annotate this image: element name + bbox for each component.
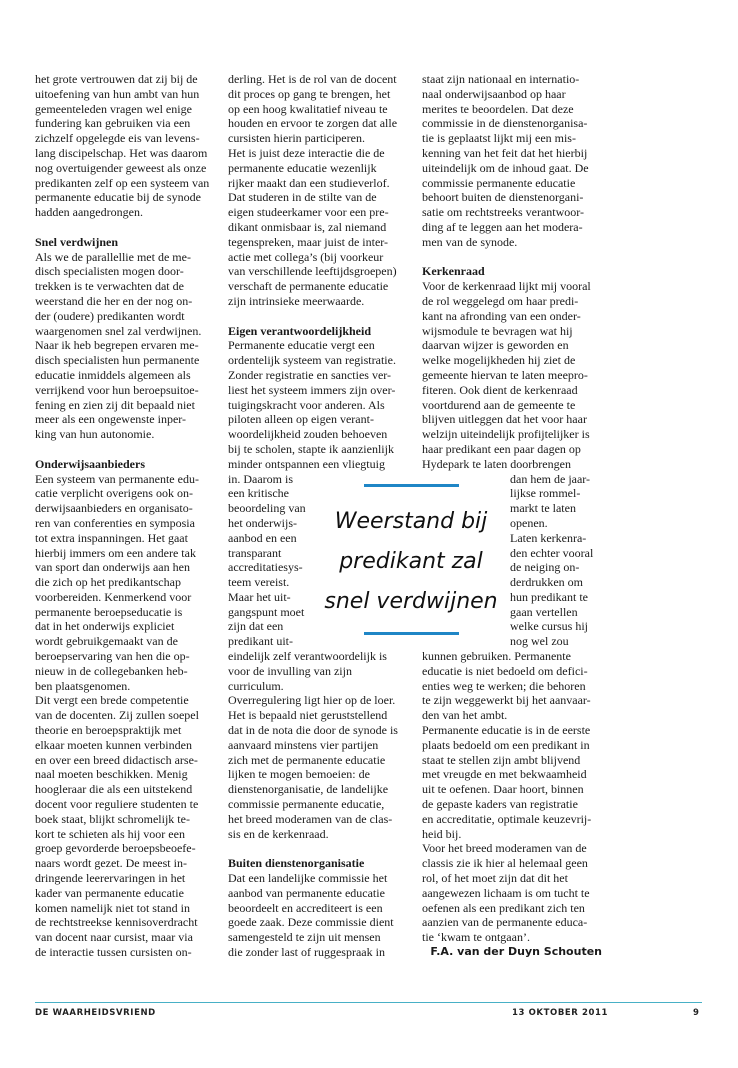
text-line: minder ontspannen een vliegtuig bbox=[228, 456, 385, 471]
text-line: predikanten zelf op een systeem van bbox=[35, 175, 210, 190]
text-line: zijn intrinsieke meerwaarde. bbox=[228, 293, 365, 308]
text-line: Permanente educatie vergt een bbox=[228, 338, 375, 353]
text-line: staat te stellen zijn ambt blijvend bbox=[422, 752, 581, 767]
text-line: disch specialisten hun permanente bbox=[35, 353, 200, 368]
text-line: die zonder last of ruggespraak in bbox=[228, 945, 385, 960]
text-line: ren van conferenties en symposia bbox=[35, 515, 195, 530]
text-line: actie met collega’s (bij voorkeur bbox=[228, 249, 384, 264]
text-line: docent voor reguliere studenten te bbox=[35, 797, 199, 812]
pull-quote-text bbox=[322, 502, 500, 622]
text-line: dit proces op gang te brengen, het bbox=[228, 86, 391, 101]
text-line: in. Daarom is bbox=[228, 471, 293, 486]
text-line: hadden aangedrongen. bbox=[35, 205, 143, 220]
text-line: Dat studeren in de stilte van de bbox=[228, 190, 377, 205]
footer-divider bbox=[35, 1002, 702, 1003]
text-line: disch specialisten mogen door- bbox=[35, 264, 184, 279]
text-line: welke mogelijkheden hij ziet de bbox=[422, 353, 576, 368]
text-line: den van het ambt. bbox=[422, 708, 508, 723]
text-line: lijkse rommel- bbox=[510, 486, 581, 501]
text-line: sis en de kerkenraad. bbox=[228, 826, 329, 841]
text-line: uit te oefenen. Daar hoort, binnen bbox=[422, 782, 584, 797]
text-line: aanbod en een bbox=[228, 530, 297, 545]
text-line: welzijn uiteindelijk profijtelijker is bbox=[422, 427, 590, 442]
text-line: derling. Het is de rol van de docent bbox=[228, 72, 397, 86]
text-line: de neiging on- bbox=[510, 560, 580, 575]
text-line: educatie is niet bedoeld om defici- bbox=[422, 663, 588, 678]
text-line: lang discipelschap. Het was daarom bbox=[35, 145, 208, 160]
text-line: Dat een landelijke commissie het bbox=[228, 871, 388, 886]
text-line: Hydepark te laten doorbrengen bbox=[422, 456, 571, 471]
text-line: blijven uitleggen dat het voor haar bbox=[422, 412, 587, 427]
text-line: Laten kerkenra- bbox=[510, 530, 587, 545]
text-line: voortdurend aan de gemeente te bbox=[422, 397, 576, 412]
text-line: hierbij immers om een andere tak bbox=[35, 545, 196, 560]
text-line: commissie in de dienstenorganisa- bbox=[422, 116, 588, 131]
text-line: verrijkend voor hun beroepsuitoe- bbox=[35, 382, 199, 397]
text-line: een kritische bbox=[228, 486, 289, 501]
text-line bbox=[35, 442, 227, 457]
text-line: goede zaak. Deze commissie dient bbox=[228, 915, 394, 930]
text-line bbox=[228, 841, 420, 856]
text-line: kant na afronding van een onder- bbox=[422, 308, 581, 323]
text-line: merites te beoordelen. Dat deze bbox=[422, 101, 574, 116]
text-line: Permanente educatie is in de eerste bbox=[422, 723, 591, 738]
text-line: wijsmodule te bevragen wat hij bbox=[422, 323, 573, 338]
text-line: commissie permanente educatie bbox=[422, 175, 576, 190]
text-line: plaats bedoeld om een predikant in bbox=[422, 737, 590, 752]
text-line: enties weg te werken; die behoren bbox=[422, 678, 586, 693]
text-line: wordt gebruikgemaakt van de bbox=[35, 634, 178, 649]
text-line: den echter vooral bbox=[510, 545, 594, 560]
text-line: permanente educatie wezenlijk bbox=[228, 160, 377, 175]
text-line: men van de synode. bbox=[422, 234, 518, 249]
text-line: der (oudere) predikanten wordt bbox=[35, 308, 185, 323]
text-line: naal onderwijsaanbod op haar bbox=[422, 86, 566, 101]
text-line: van docent naar cursist, maar via bbox=[35, 930, 193, 945]
text-line: van sport dan onderwijs aan hen bbox=[35, 560, 190, 575]
text-line: rol, of het moet zijn dat dit het bbox=[422, 871, 568, 886]
text-line: met vreugde en met bekwaamheid bbox=[422, 767, 587, 782]
text-line: gangspunt moet bbox=[228, 604, 305, 619]
text-line: kenning van het feit dat het hierbij bbox=[422, 145, 588, 160]
text-line: theorie en beroepspraktijk met bbox=[35, 723, 182, 738]
text-line bbox=[35, 220, 227, 235]
text-line: derdrukken om bbox=[510, 575, 583, 590]
text-line: curriculum. bbox=[228, 678, 284, 693]
text-line: nog wel zou bbox=[510, 634, 569, 649]
text-line: kort te schieten als hij voor een bbox=[35, 826, 185, 841]
text-line: dat in de nota die door de synode is bbox=[228, 723, 398, 738]
text-line: aanbod van permanente educatie bbox=[228, 885, 385, 900]
text-line: hoogleraar die als een uitstekend bbox=[35, 782, 193, 797]
text-line: welke cursus hij bbox=[510, 619, 588, 634]
text-line: daarvan wijzer is geworden en bbox=[422, 338, 569, 353]
text-line: voor de invulling van zijn bbox=[228, 663, 352, 678]
text-line: samengesteld te zijn uit mensen bbox=[228, 930, 381, 945]
text-line: uiteindelijk om de inhoud gaat. De bbox=[422, 160, 589, 175]
text-line: naal moeten beschikken. Menig bbox=[35, 767, 188, 782]
text-line: verschaft de permanente educatie bbox=[228, 279, 389, 294]
text-line: kader van permanente educatie bbox=[35, 885, 184, 900]
text-line: dienstenorganisatie, de landelijke bbox=[228, 782, 389, 797]
text-line: van de docenten. Zij zullen soepel bbox=[35, 708, 199, 723]
text-line: Voor het breed moderamen van de bbox=[422, 841, 587, 856]
text-line: dat in het onderwijs expliciet bbox=[35, 619, 175, 634]
text-line: accreditatiesys- bbox=[228, 560, 303, 575]
text-line: waargenomen snel zal verdwijnen. bbox=[35, 323, 202, 338]
text-line: het onderwijs- bbox=[228, 515, 297, 530]
text-line: cursisten hierin participeren. bbox=[228, 131, 365, 146]
text-line: weerstand die her en der nog on- bbox=[35, 293, 193, 308]
text-line: tegenspreken, maar juist de inter- bbox=[228, 234, 389, 249]
text-line: Overregulering ligt hier op de loer. bbox=[228, 693, 396, 708]
pull-quote-top-rule bbox=[364, 484, 459, 487]
text-line: het breed moderamen van de clas- bbox=[228, 811, 393, 826]
footer-page-number: 9 bbox=[693, 1008, 700, 1018]
text-line: piloten alleen op eigen verant- bbox=[228, 412, 374, 427]
section-heading: Buiten dienstenorganisatie bbox=[228, 856, 365, 871]
text-line bbox=[228, 309, 420, 324]
text-line: gemeente hiervan te laten meepro- bbox=[422, 367, 588, 382]
text-line: tot extra inspanningen. Het gaat bbox=[35, 530, 188, 545]
text-line: aanvaard minstens vier partijen bbox=[228, 737, 379, 752]
text-line: satie om rechtstreeks verantwoor- bbox=[422, 205, 585, 220]
text-line: en accreditatie, optimale keuzevrij- bbox=[422, 811, 592, 826]
text-line: aanzien van de permanente educa- bbox=[422, 915, 588, 930]
text-line: Naar ik heb begrepen ervaren me- bbox=[35, 338, 199, 353]
author-signature: F.A. van der Duyn Schouten bbox=[430, 945, 602, 959]
text-line: aangewezen lichaam is om tucht te bbox=[422, 885, 590, 900]
text-line: king van hun autonomie. bbox=[35, 427, 155, 442]
text-line: komen namelijk niet tot stand in bbox=[35, 900, 190, 915]
text-line: haar predikant een paar dagen op bbox=[422, 441, 581, 456]
pull-quote-line: predikant zal bbox=[339, 549, 483, 574]
text-line: fening en zien zij dit bepaald niet bbox=[35, 397, 195, 412]
text-line: naars wordt gezet. De meest in- bbox=[35, 856, 187, 871]
pull-quote-line: Weerstand bij bbox=[334, 509, 488, 534]
text-line: Voor de kerkenraad lijkt mij vooral bbox=[422, 279, 591, 294]
text-line: nieuw in de collegebanken heb- bbox=[35, 663, 188, 678]
text-line: transparant bbox=[228, 545, 282, 560]
text-line: educatie inmiddels algemeen als bbox=[35, 367, 191, 382]
text-line: te zijn weggewerkt bij het aanvaar- bbox=[422, 693, 591, 708]
text-line: ordentelijk systeem van registratie. bbox=[228, 353, 396, 368]
text-line: staat zijn nationaal en internatio- bbox=[422, 72, 580, 86]
text-line: hun predikant te bbox=[510, 589, 588, 604]
text-line: eigen studeerkamer voor een pre- bbox=[228, 205, 389, 220]
text-line: dan hem de jaar- bbox=[510, 471, 591, 486]
section-heading: Snel verdwijnen bbox=[35, 234, 119, 249]
text-line: zichzelf opgelegde eis van levens- bbox=[35, 131, 200, 146]
text-line: tuigingskracht voor anderen. Als bbox=[228, 397, 385, 412]
text-line: meer als een ongewenste inper- bbox=[35, 412, 187, 427]
text-line: lijken te mogen bemoeien: de bbox=[228, 767, 370, 782]
text-line: dringende leerervaringen in het bbox=[35, 871, 186, 886]
text-line: de gepaste kaders van registratie bbox=[422, 797, 578, 812]
pull-quote-bottom-rule bbox=[364, 632, 459, 635]
text-line: liest het systeem immers zijn over- bbox=[228, 382, 396, 397]
section-heading: Onderwijsaanbieders bbox=[35, 456, 146, 471]
text-line: dikant onmisbaar is, zal niemand bbox=[228, 219, 387, 234]
text-line: de rechtstreekse kennisoverdracht bbox=[35, 915, 198, 930]
text-line: houden en ervoor te zorgen dat alle bbox=[228, 116, 398, 131]
text-line: derwijsaanbieders en organisato- bbox=[35, 501, 193, 516]
text-line: markt te laten bbox=[510, 501, 576, 516]
text-line: tie is geplaatst lijkt mij een mis- bbox=[422, 131, 576, 146]
text-line: trekken is te verwachten dat de bbox=[35, 279, 184, 294]
section-heading: Eigen verantwoordelijkheid bbox=[228, 323, 371, 338]
text-line: op een hoog kwalitatief niveau te bbox=[228, 101, 388, 116]
text-line: de interactie tussen cursisten on- bbox=[35, 945, 192, 960]
text-line: tie ‘kwam te ontgaan’. bbox=[422, 930, 530, 945]
text-line: fundering kan gebruiken via een bbox=[35, 116, 191, 131]
text-line: voorbereiden. Kenmerkend voor bbox=[35, 589, 192, 604]
text-line: Een systeem van permanente edu- bbox=[35, 471, 199, 486]
text-line: permanente beroepseducatie is bbox=[35, 604, 183, 619]
text-line: uitoefening van hun ambt van hun bbox=[35, 86, 200, 101]
text-line: beoordeling van bbox=[228, 501, 306, 516]
text-line: beoordeelt en accrediteert is een bbox=[228, 900, 383, 915]
text-line: het grote vertrouwen dat zij bij de bbox=[35, 72, 198, 86]
text-line: Het is juist deze interactie die de bbox=[228, 145, 385, 160]
text-line: nog overtuigender geweest als onze bbox=[35, 160, 207, 175]
text-line: de rol weggelegd om haar predi- bbox=[422, 293, 579, 308]
text-line: kunnen gebruiken. Permanente bbox=[422, 649, 571, 664]
text-line: van verschillende leeftijdsgroepen) bbox=[228, 264, 397, 279]
text-line: woordelijkheid zouden behoeven bbox=[228, 427, 388, 442]
text-line: ben plaatsgenomen. bbox=[35, 678, 131, 693]
text-line: commissie permanente educatie, bbox=[228, 797, 385, 812]
text-line: beroepservaring van hen die op- bbox=[35, 649, 190, 664]
text-line: zijn dat een bbox=[228, 619, 284, 634]
text-line: boek staat, blijkt schromelijk te- bbox=[35, 811, 190, 826]
text-line: predikant uit- bbox=[228, 634, 293, 649]
text-line: heid bij. bbox=[422, 826, 462, 841]
text-line: fiteren. Ook dient de kerkenraad bbox=[422, 382, 578, 397]
text-line: eindelijk zelf verantwoordelijk is bbox=[228, 649, 387, 664]
text-line: gemeenteleden vragen wel enige bbox=[35, 101, 192, 116]
text-line: Maar het uit- bbox=[228, 589, 291, 604]
text-line: oefenen als een predikant zich ten bbox=[422, 900, 585, 915]
footer-publication: DE WAARHEIDSVRIEND bbox=[35, 1008, 156, 1018]
text-line: en over een breed didactisch arse- bbox=[35, 752, 198, 767]
text-line: ding af te leggen aan het modera- bbox=[422, 219, 583, 234]
text-line: gaan vertellen bbox=[510, 604, 578, 619]
text-line: elkaar moeten kunnen verbinden bbox=[35, 737, 192, 752]
text-line: bij te scholen, stapte ik aanzienlijk bbox=[228, 441, 394, 456]
pull-quote-line: snel verdwijnen bbox=[324, 589, 498, 614]
text-line: Het is bepaald niet geruststellend bbox=[228, 708, 388, 723]
text-line: Als we de parallellie met de me- bbox=[35, 249, 191, 264]
footer-date: 13 OKTOBER 2011 bbox=[512, 1008, 609, 1018]
text-line: rijker maakt dan een studieverlof. bbox=[228, 175, 390, 190]
text-line bbox=[422, 250, 602, 265]
text-line: openen. bbox=[510, 515, 548, 530]
text-line: behoort buiten de dienstenorgani- bbox=[422, 190, 584, 205]
text-line: catie verplicht overigens ook on- bbox=[35, 486, 193, 501]
article-column-1 bbox=[35, 72, 227, 960]
text-line: die zich op het predikantschap bbox=[35, 575, 181, 590]
text-line: classis zie ik hier al helemaal geen bbox=[422, 856, 588, 871]
text-line: permanente educatie bij de synode bbox=[35, 190, 201, 205]
text-line: Zonder registratie en sancties ver- bbox=[228, 367, 392, 382]
text-line: zich met de permanente educatie bbox=[228, 752, 386, 767]
text-line: groep gevorderde beroepsbeoefe- bbox=[35, 841, 196, 856]
text-line: teem vereist. bbox=[228, 575, 290, 590]
pull-quote bbox=[322, 484, 500, 636]
text-line: Dit vergt een brede competentie bbox=[35, 693, 189, 708]
section-heading: Kerkenraad bbox=[422, 264, 485, 279]
